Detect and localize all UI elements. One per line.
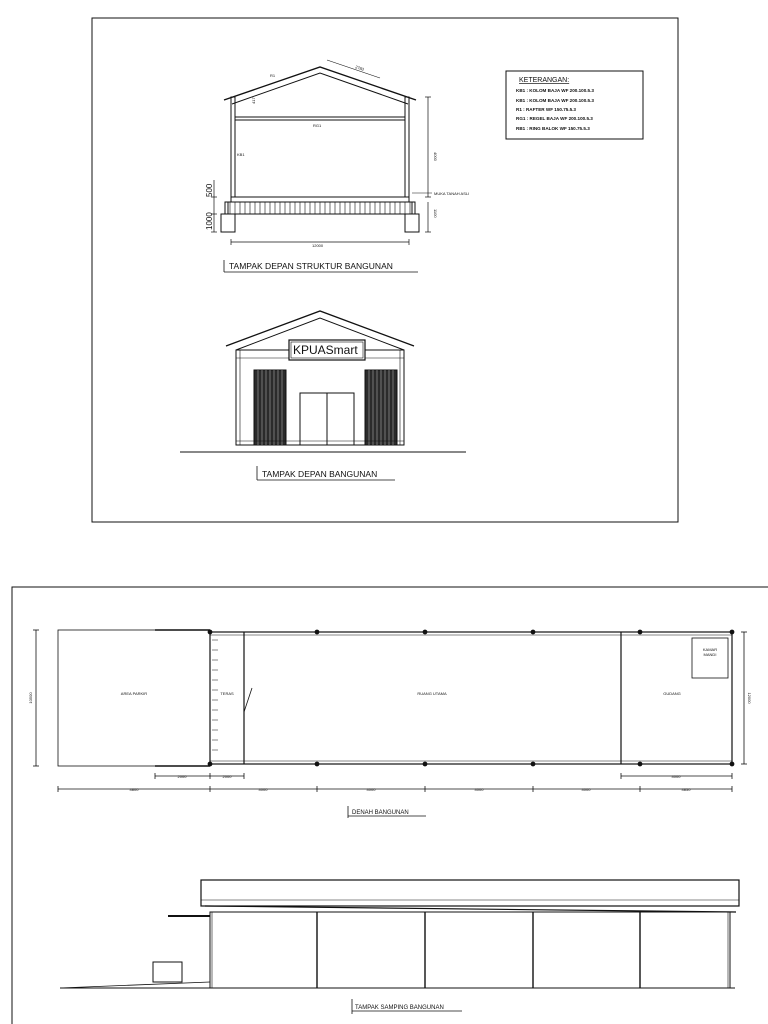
bottom-sheet	[12, 587, 768, 1024]
height-dim-label: 4000	[433, 152, 438, 161]
plan-caption-text: DENAH BANGUNAN	[352, 810, 409, 816]
plan-columns	[208, 630, 734, 766]
dim-bay-3: 4000	[474, 787, 484, 792]
side-caption-text: TAMPAK SAMPING BANGUNAN	[355, 1005, 444, 1011]
foundation-depth-label: 1100	[433, 209, 438, 218]
storage-label: GUDANG	[663, 691, 681, 696]
tie-beam	[235, 117, 405, 120]
floor-slab	[231, 197, 409, 202]
right-column	[405, 97, 409, 197]
parking-area	[58, 630, 210, 766]
legend-item: KB1 : KOLOM BAJA WF 200.100.5.3	[516, 98, 594, 103]
structure-caption	[224, 260, 418, 272]
dim-bay-2: 4000	[366, 787, 376, 792]
terrace-door-swing	[244, 688, 252, 712]
dim-sub-c: 4000	[671, 774, 681, 779]
bottom-sheet-border	[12, 587, 768, 1024]
legend-title: KETERANGAN:	[519, 77, 570, 84]
signboard-text: KPUASmart	[293, 343, 358, 357]
legend-item: RG1 : REGEL BAJA WF 200.100.5.3	[516, 116, 593, 121]
building-outline	[210, 632, 732, 764]
foundation-hatch	[230, 202, 410, 214]
top-sheet	[92, 18, 678, 522]
plan-labels	[28, 647, 752, 792]
structure-caption-text: TAMPAK DEPAN STRUKTUR BANGUNAN	[229, 261, 393, 271]
side-caption	[352, 999, 462, 1014]
column-label: KB1	[237, 152, 245, 157]
ground-level-label: MUKA TANAH ASLI	[434, 191, 470, 196]
dim-sub-b: 2000	[222, 774, 232, 779]
rafter-dim-line	[327, 60, 380, 78]
rafter-length-label: 2783	[354, 64, 365, 72]
legend-item: RB1 : RING BALOK WF 150.75.5.3	[516, 126, 590, 131]
dim-left-total: 4800	[129, 787, 139, 792]
terrace-stair-hatch	[212, 640, 218, 750]
dim-1000-label: 1000	[205, 212, 214, 230]
side-ground-slope	[60, 982, 210, 988]
tie-beam-label: RG1	[313, 123, 322, 128]
floor-plan	[33, 630, 747, 792]
side-step	[153, 962, 182, 982]
legend-item: R1 : RAFTER WF 150.75.5.3	[516, 107, 576, 112]
rafter-label: R1	[270, 73, 276, 78]
dim-height-right: 12000	[747, 692, 752, 704]
bathroom-label-1: KAMAR	[702, 647, 718, 652]
main-room-label: RUANG UTAMA	[417, 691, 447, 696]
right-footing	[405, 214, 419, 232]
building-front-view	[180, 311, 466, 452]
dim-bay-4: 4000	[581, 787, 591, 792]
left-footing	[221, 214, 235, 232]
plan-caption	[348, 806, 426, 818]
left-column	[231, 97, 235, 197]
parking-label: AREA PARKIR	[120, 691, 148, 696]
structure-labels	[205, 64, 469, 248]
dim-bay-1: 4000	[258, 787, 268, 792]
side-wall	[210, 912, 730, 988]
dim-500-label: 500	[205, 183, 214, 197]
legend-item: KB1 : KOLOM BAJA WF 200.100.5.3	[516, 88, 594, 93]
terrace-label: TERAS	[220, 691, 234, 696]
side-roof-fascia	[201, 880, 739, 906]
small-dim-label: 417	[251, 97, 256, 104]
side-view	[60, 880, 739, 988]
front-caption	[257, 466, 395, 480]
dim-height-left: 10500	[28, 692, 33, 704]
bathroom	[692, 638, 728, 678]
span-label: 12000	[312, 243, 324, 248]
legend-box	[506, 71, 643, 139]
dim-sub-a: 2000	[177, 774, 187, 779]
side-roof-edge	[205, 906, 736, 912]
bathroom-label-2: MANDI	[703, 652, 717, 657]
front-caption-text: TAMPAK DEPAN BANGUNAN	[262, 469, 378, 479]
dim-right-end: 4850	[681, 787, 691, 792]
roof-rafter	[224, 67, 416, 100]
